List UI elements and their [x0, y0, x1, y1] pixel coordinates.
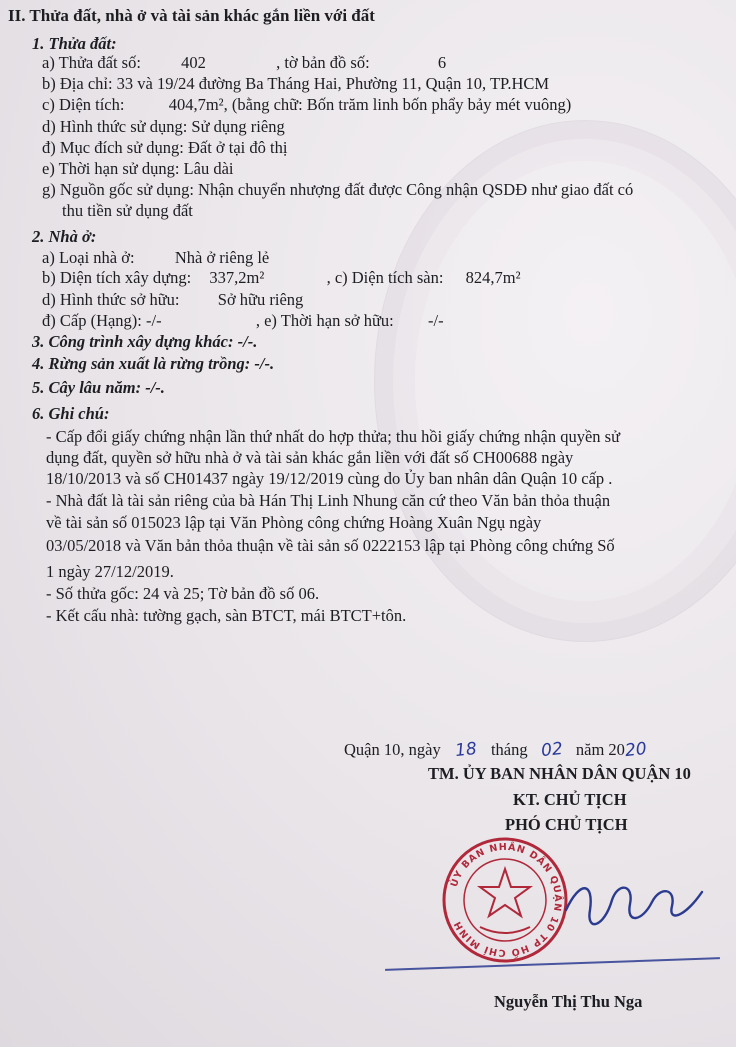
notes-heading: 6. Ghi chú:	[32, 404, 110, 423]
origin-line-1: g) Nguồn gốc sử dụng: Nhận chuyển nhượng đất được Công nhận QSDĐ như giao đất có	[42, 180, 634, 199]
seal-text: ỦY BAN NHÂN DÂN QUẬN 10 TP HỒ CHÍ MINH	[448, 841, 564, 959]
note-line: 1 ngày 27/12/2019.	[46, 562, 174, 581]
map-label: , tờ bản đồ số:	[276, 53, 370, 72]
grade-row	[42, 311, 444, 331]
origin-line-2: thu tiền sử dụng đất	[62, 201, 193, 220]
build-area-label: b) Diện tích xây dựng:	[42, 268, 192, 287]
section-title: II. Thửa đất, nhà ở và tài sản khác gắn liền với đất	[8, 6, 375, 25]
ownership-value: Sở hữu riêng	[217, 290, 304, 309]
area-value: 404,7m², (bằng chữ: Bốn trăm linh bốn phẩy bảy mét vuông)	[168, 95, 572, 114]
note-line: 03/05/2018 và Văn bản thỏa thuận về tài sản số 0222153 lập tại Phòng công chứng Số	[46, 536, 615, 555]
item-3: 3. Công trình xây dựng khác: -/-.	[32, 332, 258, 351]
year-label: năm 20	[575, 740, 625, 759]
build-area-value: 337,2m²	[209, 268, 265, 287]
item-4: 4. Rừng sản xuất là rừng trồng: -/-.	[32, 354, 275, 373]
map-number: 6	[437, 53, 447, 72]
grade-label: đ) Cấp (Hạng): -/-	[42, 311, 162, 330]
place-date	[344, 740, 647, 760]
address: b) Địa chỉ: 33 và 19/24 đường Ba Tháng Hai, Phường 11, Quận 10, TP.HCM	[42, 74, 550, 93]
issuing-org: TM. ỦY BAN NHÂN DÂN QUẬN 10	[428, 764, 691, 783]
note-line: dụng đất, quyền sở hữu nhà ở và tài sản khác gắn liền với đất số CH00688 ngày	[46, 448, 574, 467]
use-form: d) Hình thức sử dụng: Sử dụng riêng	[42, 117, 285, 136]
house-type-value: Nhà ở riêng lẻ	[174, 248, 270, 267]
use-purpose: đ) Mục đích sử dụng: Đất ở tại đô thị	[42, 138, 288, 157]
signer-name: Nguyễn Thị Thu Nga	[494, 992, 643, 1011]
signer-role-2: PHÓ CHỦ TỊCH	[505, 815, 628, 834]
note-line: 18/10/2013 và số CH01437 ngày 19/12/2019 cùng do Ủy ban nhân dân Quận 10 cấp .	[46, 469, 613, 488]
date-year: 20	[623, 738, 648, 762]
parcel-row	[42, 53, 446, 73]
own-term-label: , e) Thời hạn sở hữu:	[255, 311, 394, 330]
signer-role-1: KT. CHỦ TỊCH	[513, 790, 627, 809]
month-label: tháng	[490, 740, 528, 759]
date-day: 18	[454, 738, 478, 762]
land-heading: 1. Thửa đất:	[32, 34, 117, 53]
house-type-label: a) Loại nhà ở:	[42, 248, 135, 267]
parcel-number: 402	[181, 53, 206, 72]
house-heading: 2. Nhà ở:	[32, 227, 97, 246]
area-label: c) Diện tích:	[42, 95, 125, 114]
date-month: 02	[539, 738, 564, 762]
ownership-row	[42, 290, 303, 310]
date-prefix: Quận 10, ngày	[344, 740, 441, 759]
floor-area-value: 824,7m²	[465, 268, 521, 287]
item-5: 5. Cây lâu năm: -/-.	[32, 378, 165, 397]
handwritten-signature	[560, 870, 710, 940]
own-term-value: -/-	[428, 311, 444, 330]
note-line: về tài sản số 015023 lập tại Văn Phòng công chứng Hoàng Xuân Ngụ ngày	[46, 513, 542, 532]
official-seal	[440, 835, 570, 965]
parcel-label: a) Thửa đất số:	[42, 53, 141, 72]
house-type-row	[42, 248, 269, 268]
use-term: e) Thời hạn sử dụng: Lâu dài	[42, 159, 234, 178]
note-line: - Cấp đổi giấy chứng nhận lần thứ nhất do hợp thửa; thu hồi giấy chứng nhận quyền sử	[46, 427, 621, 446]
note-line: - Nhà đất là tài sản riêng của bà Hán Thị Linh Nhung căn cứ theo Văn bản thỏa thuận	[46, 491, 611, 510]
floor-area-label: , c) Diện tích sàn:	[326, 268, 444, 287]
ownership-label: d) Hình thức sở hữu:	[42, 290, 180, 309]
area-row	[42, 95, 571, 115]
note-line: - Kết cấu nhà: tường gạch, sàn BTCT, mái BTCT+tôn.	[46, 606, 407, 625]
house-area-row	[42, 268, 521, 288]
note-line: - Số thửa gốc: 24 và 25; Tờ bản đồ số 06.	[46, 584, 320, 603]
